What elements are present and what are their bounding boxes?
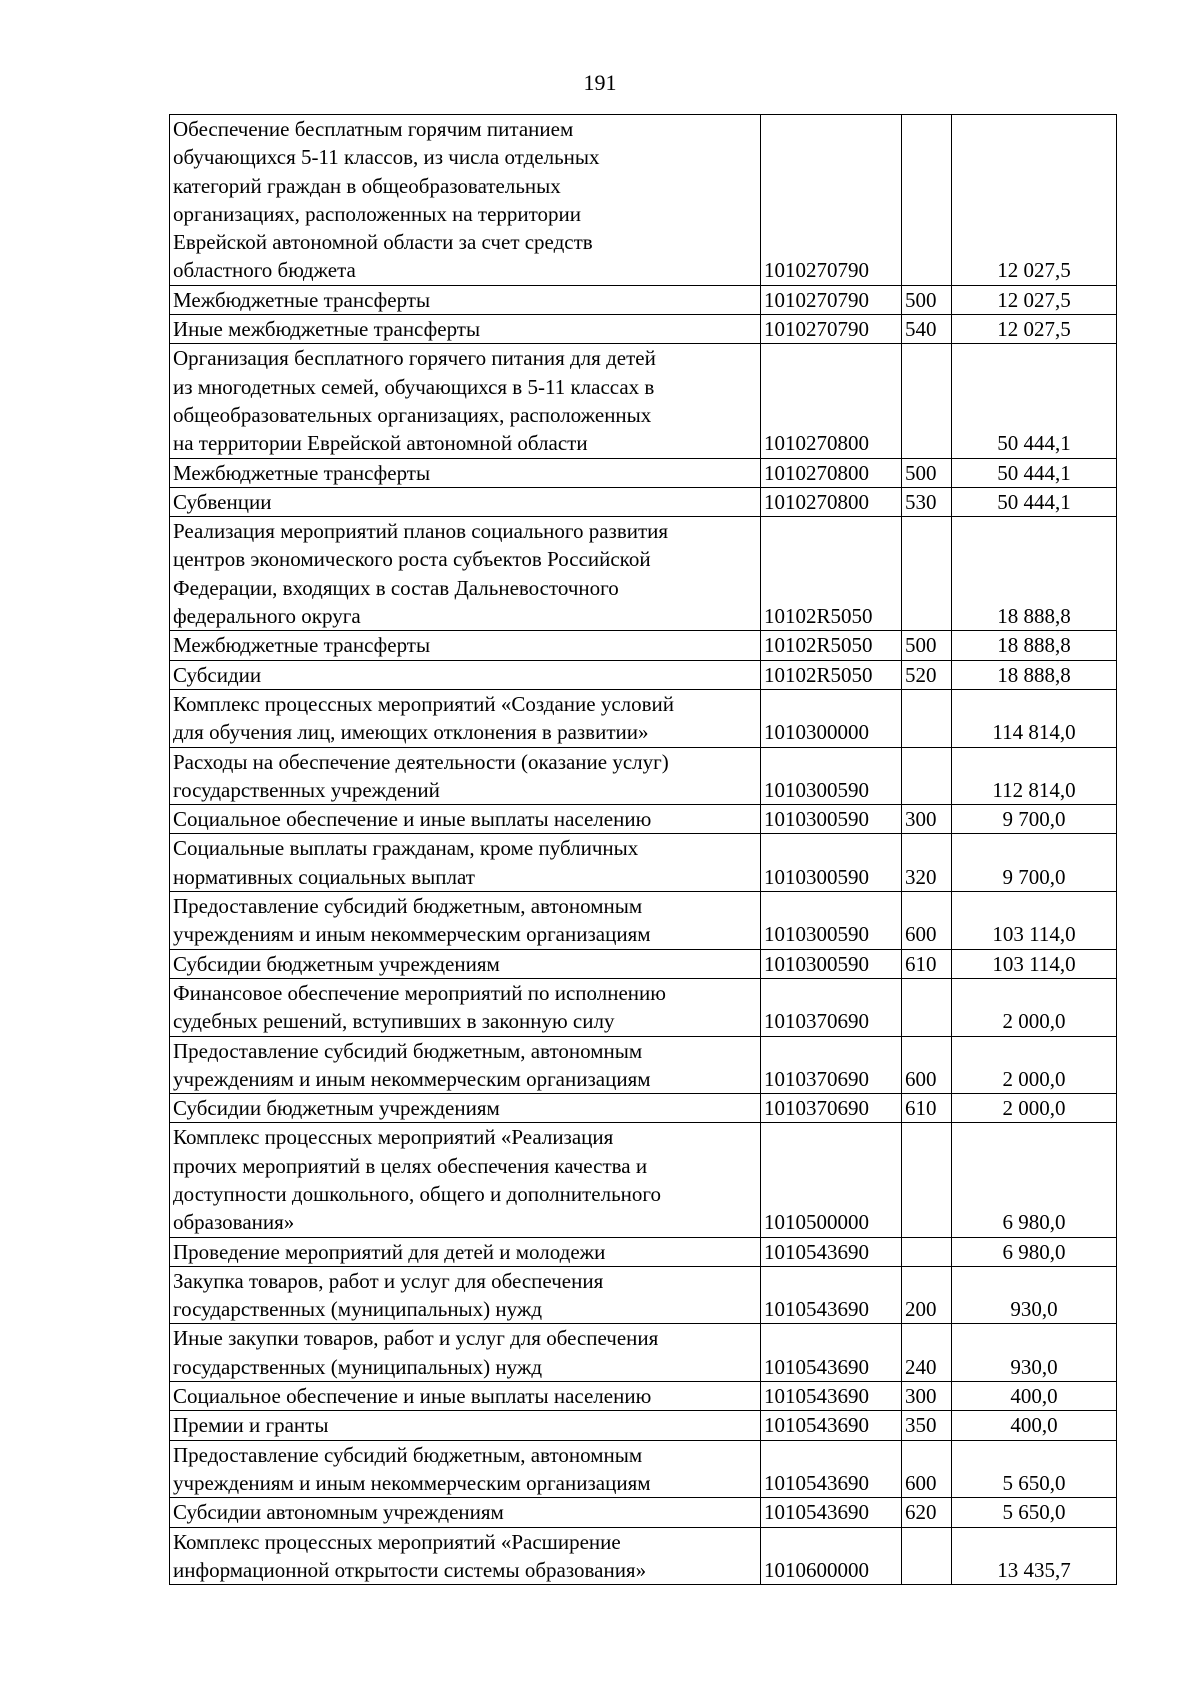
expense-name-cell: Комплекс процессных мероприятий «Создание условий для обучения лиц, имеющих отклонения в развитии» xyxy=(170,689,761,747)
table-row xyxy=(170,892,1117,950)
expense-type-code-cell: 600 xyxy=(902,892,952,950)
amount-cell: 12 027,5 xyxy=(952,285,1117,314)
amount-cell: 50 444,1 xyxy=(952,344,1117,458)
amount-cell: 2 000,0 xyxy=(952,1094,1117,1123)
expense-type-code-cell: 500 xyxy=(902,285,952,314)
table-row xyxy=(170,458,1117,487)
expense-name-cell: Межбюджетные трансферты xyxy=(170,285,761,314)
target-article-code-cell: 1010543690 xyxy=(761,1324,902,1382)
budget-table-body xyxy=(170,115,1117,1585)
expense-type-code-cell: 600 xyxy=(902,1440,952,1498)
expense-name-cell: Субсидии бюджетным учреждениям xyxy=(170,949,761,978)
target-article-code-cell: 1010270800 xyxy=(761,344,902,458)
amount-cell: 9 700,0 xyxy=(952,805,1117,834)
target-article-code-cell: 1010300590 xyxy=(761,949,902,978)
target-article-code-cell: 1010370690 xyxy=(761,1094,902,1123)
table-row xyxy=(170,1411,1117,1440)
expense-name-cell: Субсидии xyxy=(170,660,761,689)
expense-name-cell: Проведение мероприятий для детей и молодежи xyxy=(170,1237,761,1266)
expense-name-cell: Комплекс процессных мероприятий «Реализация прочих мероприятий в целях обеспечения качества и доступности дошкольного, общего и дополнительного образования» xyxy=(170,1123,761,1237)
expense-name-cell: Обеспечение бесплатным горячим питанием обучающихся 5-11 классов, из числа отдельных категорий граждан в общеобразовательных организациях, расположенных на территории Еврейской автономной области за счет средств областного бюджета xyxy=(170,115,761,286)
table-row xyxy=(170,1382,1117,1411)
table-row xyxy=(170,1094,1117,1123)
expense-type-code-cell: 350 xyxy=(902,1411,952,1440)
expense-type-code-cell: 500 xyxy=(902,631,952,660)
page-number: 191 xyxy=(583,70,617,95)
expense-type-code-cell: 540 xyxy=(902,315,952,344)
table-row xyxy=(170,834,1117,892)
budget-table xyxy=(169,114,1117,1585)
expense-type-code-cell: 520 xyxy=(902,660,952,689)
expense-name-cell: Реализация мероприятий планов социального развития центров экономического роста субъектов Российской Федерации, входящих в состав Дальневосточного федерального округа xyxy=(170,517,761,631)
expense-name-cell: Социальное обеспечение и иные выплаты населению xyxy=(170,805,761,834)
table-row xyxy=(170,689,1117,747)
target-article-code-cell: 1010270790 xyxy=(761,115,902,286)
expense-type-code-cell xyxy=(902,747,952,805)
table-row xyxy=(170,1527,1117,1585)
amount-cell: 2 000,0 xyxy=(952,978,1117,1036)
table-row xyxy=(170,660,1117,689)
target-article-code-cell: 1010300590 xyxy=(761,892,902,950)
expense-name-cell: Предоставление субсидий бюджетным, автономным учреждениям и иным некоммерческим организациям xyxy=(170,1440,761,1498)
target-article-code-cell: 1010270800 xyxy=(761,487,902,516)
expense-name-cell: Премии и гранты xyxy=(170,1411,761,1440)
amount-cell: 18 888,8 xyxy=(952,660,1117,689)
expense-name-cell: Социальные выплаты гражданам, кроме публичных нормативных социальных выплат xyxy=(170,834,761,892)
amount-cell: 930,0 xyxy=(952,1266,1117,1324)
table-row xyxy=(170,747,1117,805)
expense-name-cell: Социальное обеспечение и иные выплаты населению xyxy=(170,1382,761,1411)
expense-type-code-cell: 530 xyxy=(902,487,952,516)
expense-type-code-cell xyxy=(902,1527,952,1585)
amount-cell: 930,0 xyxy=(952,1324,1117,1382)
target-article-code-cell: 1010543690 xyxy=(761,1237,902,1266)
expense-type-code-cell: 600 xyxy=(902,1036,952,1094)
target-article-code-cell: 10102R5050 xyxy=(761,517,902,631)
target-article-code-cell: 1010370690 xyxy=(761,978,902,1036)
expense-type-code-cell: 300 xyxy=(902,1382,952,1411)
amount-cell: 50 444,1 xyxy=(952,458,1117,487)
target-article-code-cell: 1010500000 xyxy=(761,1123,902,1237)
table-row xyxy=(170,344,1117,458)
expense-type-code-cell xyxy=(902,689,952,747)
amount-cell: 9 700,0 xyxy=(952,834,1117,892)
amount-cell: 6 980,0 xyxy=(952,1237,1117,1266)
expense-type-code-cell: 320 xyxy=(902,834,952,892)
target-article-code-cell: 1010370690 xyxy=(761,1036,902,1094)
target-article-code-cell: 1010543690 xyxy=(761,1440,902,1498)
expense-name-cell: Комплекс процессных мероприятий «Расширение информационной открытости системы образования» xyxy=(170,1527,761,1585)
amount-cell: 18 888,8 xyxy=(952,517,1117,631)
table-row xyxy=(170,1440,1117,1498)
expense-name-cell: Организация бесплатного горячего питания для детей из многодетных семей, обучающихся в 5-11 классах в общеобразовательных организациях, расположенных на территории Еврейской автономной области xyxy=(170,344,761,458)
amount-cell: 12 027,5 xyxy=(952,315,1117,344)
target-article-code-cell: 1010270790 xyxy=(761,315,902,344)
expense-name-cell: Предоставление субсидий бюджетным, автономным учреждениям и иным некоммерческим организациям xyxy=(170,1036,761,1094)
expense-type-code-cell: 500 xyxy=(902,458,952,487)
table-row xyxy=(170,1036,1117,1094)
target-article-code-cell: 10102R5050 xyxy=(761,660,902,689)
target-article-code-cell: 1010543690 xyxy=(761,1266,902,1324)
expense-type-code-cell xyxy=(902,978,952,1036)
expense-type-code-cell xyxy=(902,344,952,458)
target-article-code-cell: 1010300590 xyxy=(761,834,902,892)
amount-cell: 2 000,0 xyxy=(952,1036,1117,1094)
table-row xyxy=(170,1498,1117,1527)
amount-cell: 6 980,0 xyxy=(952,1123,1117,1237)
expense-type-code-cell xyxy=(902,1237,952,1266)
amount-cell: 114 814,0 xyxy=(952,689,1117,747)
expense-name-cell: Иные межбюджетные трансферты xyxy=(170,315,761,344)
table-row xyxy=(170,315,1117,344)
expense-type-code-cell: 610 xyxy=(902,949,952,978)
amount-cell: 50 444,1 xyxy=(952,487,1117,516)
target-article-code-cell: 1010300590 xyxy=(761,747,902,805)
expense-name-cell: Расходы на обеспечение деятельности (оказание услуг) государственных учреждений xyxy=(170,747,761,805)
amount-cell: 5 650,0 xyxy=(952,1498,1117,1527)
table-row xyxy=(170,631,1117,660)
table-row xyxy=(170,1324,1117,1382)
target-article-code-cell: 1010270800 xyxy=(761,458,902,487)
amount-cell: 18 888,8 xyxy=(952,631,1117,660)
amount-cell: 400,0 xyxy=(952,1382,1117,1411)
expense-type-code-cell: 240 xyxy=(902,1324,952,1382)
target-article-code-cell: 1010270790 xyxy=(761,285,902,314)
amount-cell: 103 114,0 xyxy=(952,892,1117,950)
table-row xyxy=(170,1266,1117,1324)
expense-name-cell: Межбюджетные трансферты xyxy=(170,458,761,487)
expense-name-cell: Закупка товаров, работ и услуг для обеспечения государственных (муниципальных) нужд xyxy=(170,1266,761,1324)
table-row xyxy=(170,1237,1117,1266)
expense-type-code-cell: 610 xyxy=(902,1094,952,1123)
amount-cell: 5 650,0 xyxy=(952,1440,1117,1498)
table-row xyxy=(170,115,1117,286)
table-row xyxy=(170,285,1117,314)
amount-cell: 112 814,0 xyxy=(952,747,1117,805)
table-row xyxy=(170,1123,1117,1237)
table-row xyxy=(170,517,1117,631)
target-article-code-cell: 1010300590 xyxy=(761,805,902,834)
expense-name-cell: Субсидии бюджетным учреждениям xyxy=(170,1094,761,1123)
target-article-code-cell: 1010543690 xyxy=(761,1411,902,1440)
expense-type-code-cell xyxy=(902,1123,952,1237)
amount-cell: 400,0 xyxy=(952,1411,1117,1440)
expense-type-code-cell xyxy=(902,115,952,286)
amount-cell: 13 435,7 xyxy=(952,1527,1117,1585)
expense-type-code-cell: 300 xyxy=(902,805,952,834)
expense-type-code-cell xyxy=(902,517,952,631)
target-article-code-cell: 1010543690 xyxy=(761,1498,902,1527)
expense-name-cell: Иные закупки товаров, работ и услуг для обеспечения государственных (муниципальных) нужд xyxy=(170,1324,761,1382)
table-row xyxy=(170,487,1117,516)
expense-name-cell: Финансовое обеспечение мероприятий по исполнению судебных решений, вступивших в законную силу xyxy=(170,978,761,1036)
table-row xyxy=(170,949,1117,978)
target-article-code-cell: 10102R5050 xyxy=(761,631,902,660)
table-row xyxy=(170,805,1117,834)
amount-cell: 103 114,0 xyxy=(952,949,1117,978)
table-row xyxy=(170,978,1117,1036)
expense-name-cell: Межбюджетные трансферты xyxy=(170,631,761,660)
expense-name-cell: Субвенции xyxy=(170,487,761,516)
expense-type-code-cell: 200 xyxy=(902,1266,952,1324)
target-article-code-cell: 1010543690 xyxy=(761,1382,902,1411)
expense-name-cell: Предоставление субсидий бюджетным, автономным учреждениям и иным некоммерческим организациям xyxy=(170,892,761,950)
target-article-code-cell: 1010300000 xyxy=(761,689,902,747)
amount-cell: 12 027,5 xyxy=(952,115,1117,286)
expense-type-code-cell: 620 xyxy=(902,1498,952,1527)
expense-name-cell: Субсидии автономным учреждениям xyxy=(170,1498,761,1527)
target-article-code-cell: 1010600000 xyxy=(761,1527,902,1585)
